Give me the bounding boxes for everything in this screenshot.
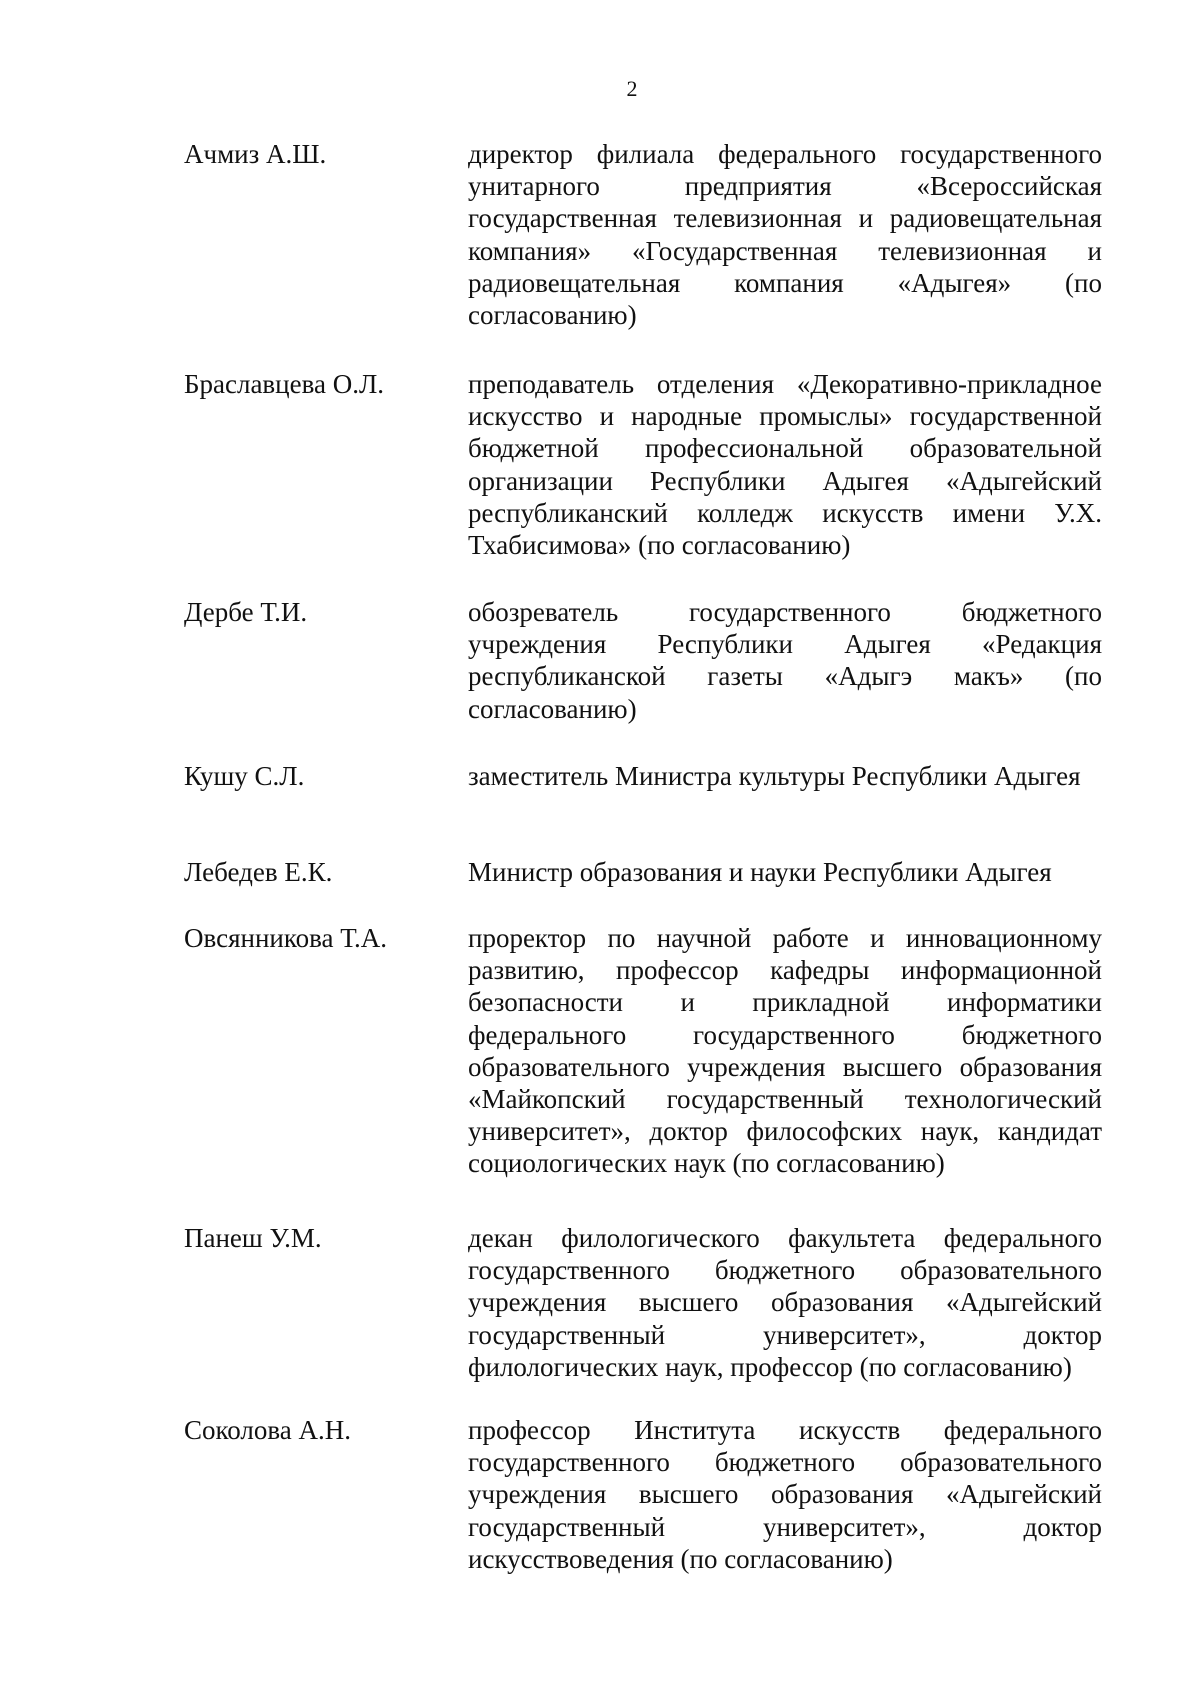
member-name: Лебедев Е.К.: [184, 857, 333, 887]
member-name: Браславцева О.Л.: [184, 369, 385, 399]
member-position: проректор по научной работе и инновационному развитию, профессор кафедры информационной безопасности и прикладной информатики федерального государственного бюджетного образовательного учреждения высшего образования «Майкопский государственный технологический университет», доктор философских наук, кандидат социологических наук (по согласованию): [468, 923, 1102, 1179]
member-position: Министр образования и науки Республики Адыгея: [468, 857, 1052, 887]
member-name: Дербе Т.И.: [184, 597, 308, 627]
member-position: заместитель Министра культуры Республики Адыгея: [468, 761, 1081, 791]
member-name: Панеш У.М.: [184, 1223, 322, 1253]
member-position: профессор Института искусств федерального государственного бюджетного образовательного учреждения высшего образования «Адыгейский государственный университет», доктор искусствоведения (по согласованию): [468, 1415, 1102, 1574]
member-name: Овсянникова Т.А.: [184, 923, 388, 953]
member-position: директор филиала федерального государственного унитарного предприятия «Всероссийская государственная телевизионная и радиовещательная компания» «Государственная телевизионная и радиовещательная компания «Адыгея» (по согласованию): [468, 139, 1102, 331]
member-name: Соколова А.Н.: [184, 1415, 351, 1445]
member-position: обозреватель государственного бюджетного учреждения Республики Адыгея «Редакция республиканской газеты «Адыгэ макъ» (по согласованию): [468, 597, 1102, 724]
member-position: преподаватель отделения «Декоративно-прикладное искусство и народные промыслы» государственной бюджетной профессиональной образовательной организации Республики Адыгея «Адыгейский республиканский колледж искусств имени У.Х. Тхабисимова» (по согласованию): [468, 369, 1102, 561]
page-number: 2: [626, 76, 638, 101]
member-name: Кушу С.Л.: [184, 761, 305, 791]
member-position: декан филологического факультета федерального государственного бюджетного образовательного учреждения высшего образования «Адыгейский государственный университет», доктор филологических наук, профессор (по согласованию): [468, 1223, 1102, 1382]
member-name: Ачмиз А.Ш.: [184, 139, 327, 169]
